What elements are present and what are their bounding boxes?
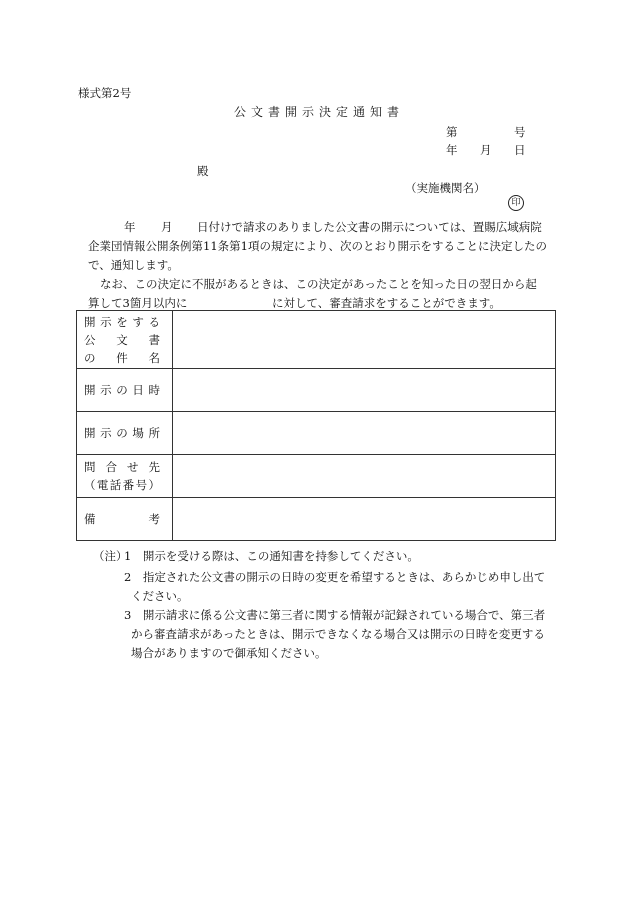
note-item-3-cont: から審査請求があったときは、開示できなくなる場合又は開示の日時を変更する <box>131 627 545 641</box>
disclosure-place-field[interactable] <box>173 412 556 455</box>
table-row <box>77 455 556 498</box>
label-char: す <box>132 314 144 329</box>
label-char: 開 <box>84 314 96 329</box>
note-item-3: 3 開示請求に係る公文書に第三者に関する情報が記録されている場合で、第三者 <box>124 608 546 622</box>
row-label-contact <box>77 455 173 498</box>
label-char: 示 <box>100 314 112 329</box>
body-line-5b: に対して、審査請求をすることができます。 <box>272 296 501 310</box>
body-year: 年 <box>124 220 136 234</box>
date-year: 年 <box>446 143 458 157</box>
body-line-2: 企業団情報公開条例第11条第1項の規定により、次のとおり開示をすることに決定したの <box>88 239 547 253</box>
label-char: の <box>116 426 128 440</box>
table-row <box>77 311 556 369</box>
label-char: 公 <box>84 332 96 347</box>
label-char: る <box>148 314 160 329</box>
label-char: （ <box>84 478 96 492</box>
row-label-document-name <box>77 311 173 369</box>
document-title: 公文書開示決定通知書 <box>233 105 404 119</box>
row-label-line <box>84 424 160 442</box>
label-char: 番 <box>122 478 135 492</box>
note-item-1: 1 開示を受ける際は、この通知書を持参してください。 <box>124 549 419 563</box>
body-line-5a: 算して3箇月以内に <box>88 296 188 310</box>
label-char: せ <box>127 460 139 474</box>
contact-field[interactable] <box>173 455 556 498</box>
label-char: 文 <box>116 332 128 347</box>
label-char: 号 <box>135 478 148 492</box>
table-row <box>77 412 556 455</box>
label-char: 電 <box>96 478 109 492</box>
note-item-2-cont: ください。 <box>131 589 189 603</box>
label-char: 先 <box>148 460 160 474</box>
row-label-disclosure-place <box>77 412 173 455</box>
row-label-line <box>84 510 160 528</box>
disclosure-table <box>76 310 556 541</box>
number-suffix: 号 <box>514 125 526 139</box>
addressee-suffix: 殿 <box>197 164 209 178</box>
row-label-line <box>84 381 160 399</box>
row-label-line <box>84 313 160 331</box>
body-line-1: 日付けで請求のありました公文書の開示については、置賜広域病院 <box>197 220 542 234</box>
seal-mark-icon: 印 <box>508 195 524 211</box>
row-label-disclosure-datetime <box>77 369 173 412</box>
body-line-4: なお、この決定に不服があるときは、この決定があったことを知った日の翌日から起 <box>100 277 537 291</box>
remarks-field[interactable] <box>173 498 556 541</box>
table-row <box>77 369 556 412</box>
label-char: ） <box>148 478 160 492</box>
date-month: 月 <box>480 143 492 157</box>
label-char: 話 <box>109 478 122 492</box>
label-char: 示 <box>100 426 112 440</box>
label-char: 示 <box>100 383 112 397</box>
label-char: 件 <box>116 350 128 365</box>
label-char: 名 <box>148 350 160 365</box>
disclosure-datetime-field[interactable] <box>173 369 556 412</box>
notes-heading: （注） <box>93 549 128 563</box>
row-label-remarks <box>77 498 173 541</box>
label-char: 時 <box>148 383 160 397</box>
number-prefix: 第 <box>446 125 458 139</box>
body-month: 月 <box>161 220 173 234</box>
label-char: 所 <box>148 426 160 440</box>
form-number: 様式第2号 <box>78 86 132 100</box>
label-char: 開 <box>84 426 96 440</box>
row-label-line <box>84 331 160 349</box>
label-char: を <box>116 314 128 329</box>
label-char: 書 <box>148 332 160 347</box>
label-char: の <box>84 350 96 365</box>
row-label-line <box>84 458 160 476</box>
label-char: 開 <box>84 383 96 397</box>
document-name-field[interactable] <box>173 311 556 369</box>
label-char: 合 <box>105 460 117 474</box>
label-char: 備 <box>84 512 96 526</box>
row-label-line <box>84 349 160 367</box>
agency-name-label: （実施機関名） <box>405 181 486 195</box>
label-char: 場 <box>132 426 144 440</box>
label-char: 日 <box>132 383 144 397</box>
row-label-line <box>84 476 160 494</box>
body-line-3: で、通知します。 <box>88 258 179 272</box>
note-item-2: 2 指定された公文書の開示の日時の変更を希望するときは、あらかじめ申し出て <box>124 570 546 584</box>
label-char: 考 <box>148 512 160 526</box>
label-char: 問 <box>84 460 96 474</box>
note-item-3-cont2: 場合がありますので御承知ください。 <box>131 646 327 660</box>
date-day: 日 <box>514 143 526 157</box>
label-char: の <box>116 383 128 397</box>
table-row <box>77 498 556 541</box>
